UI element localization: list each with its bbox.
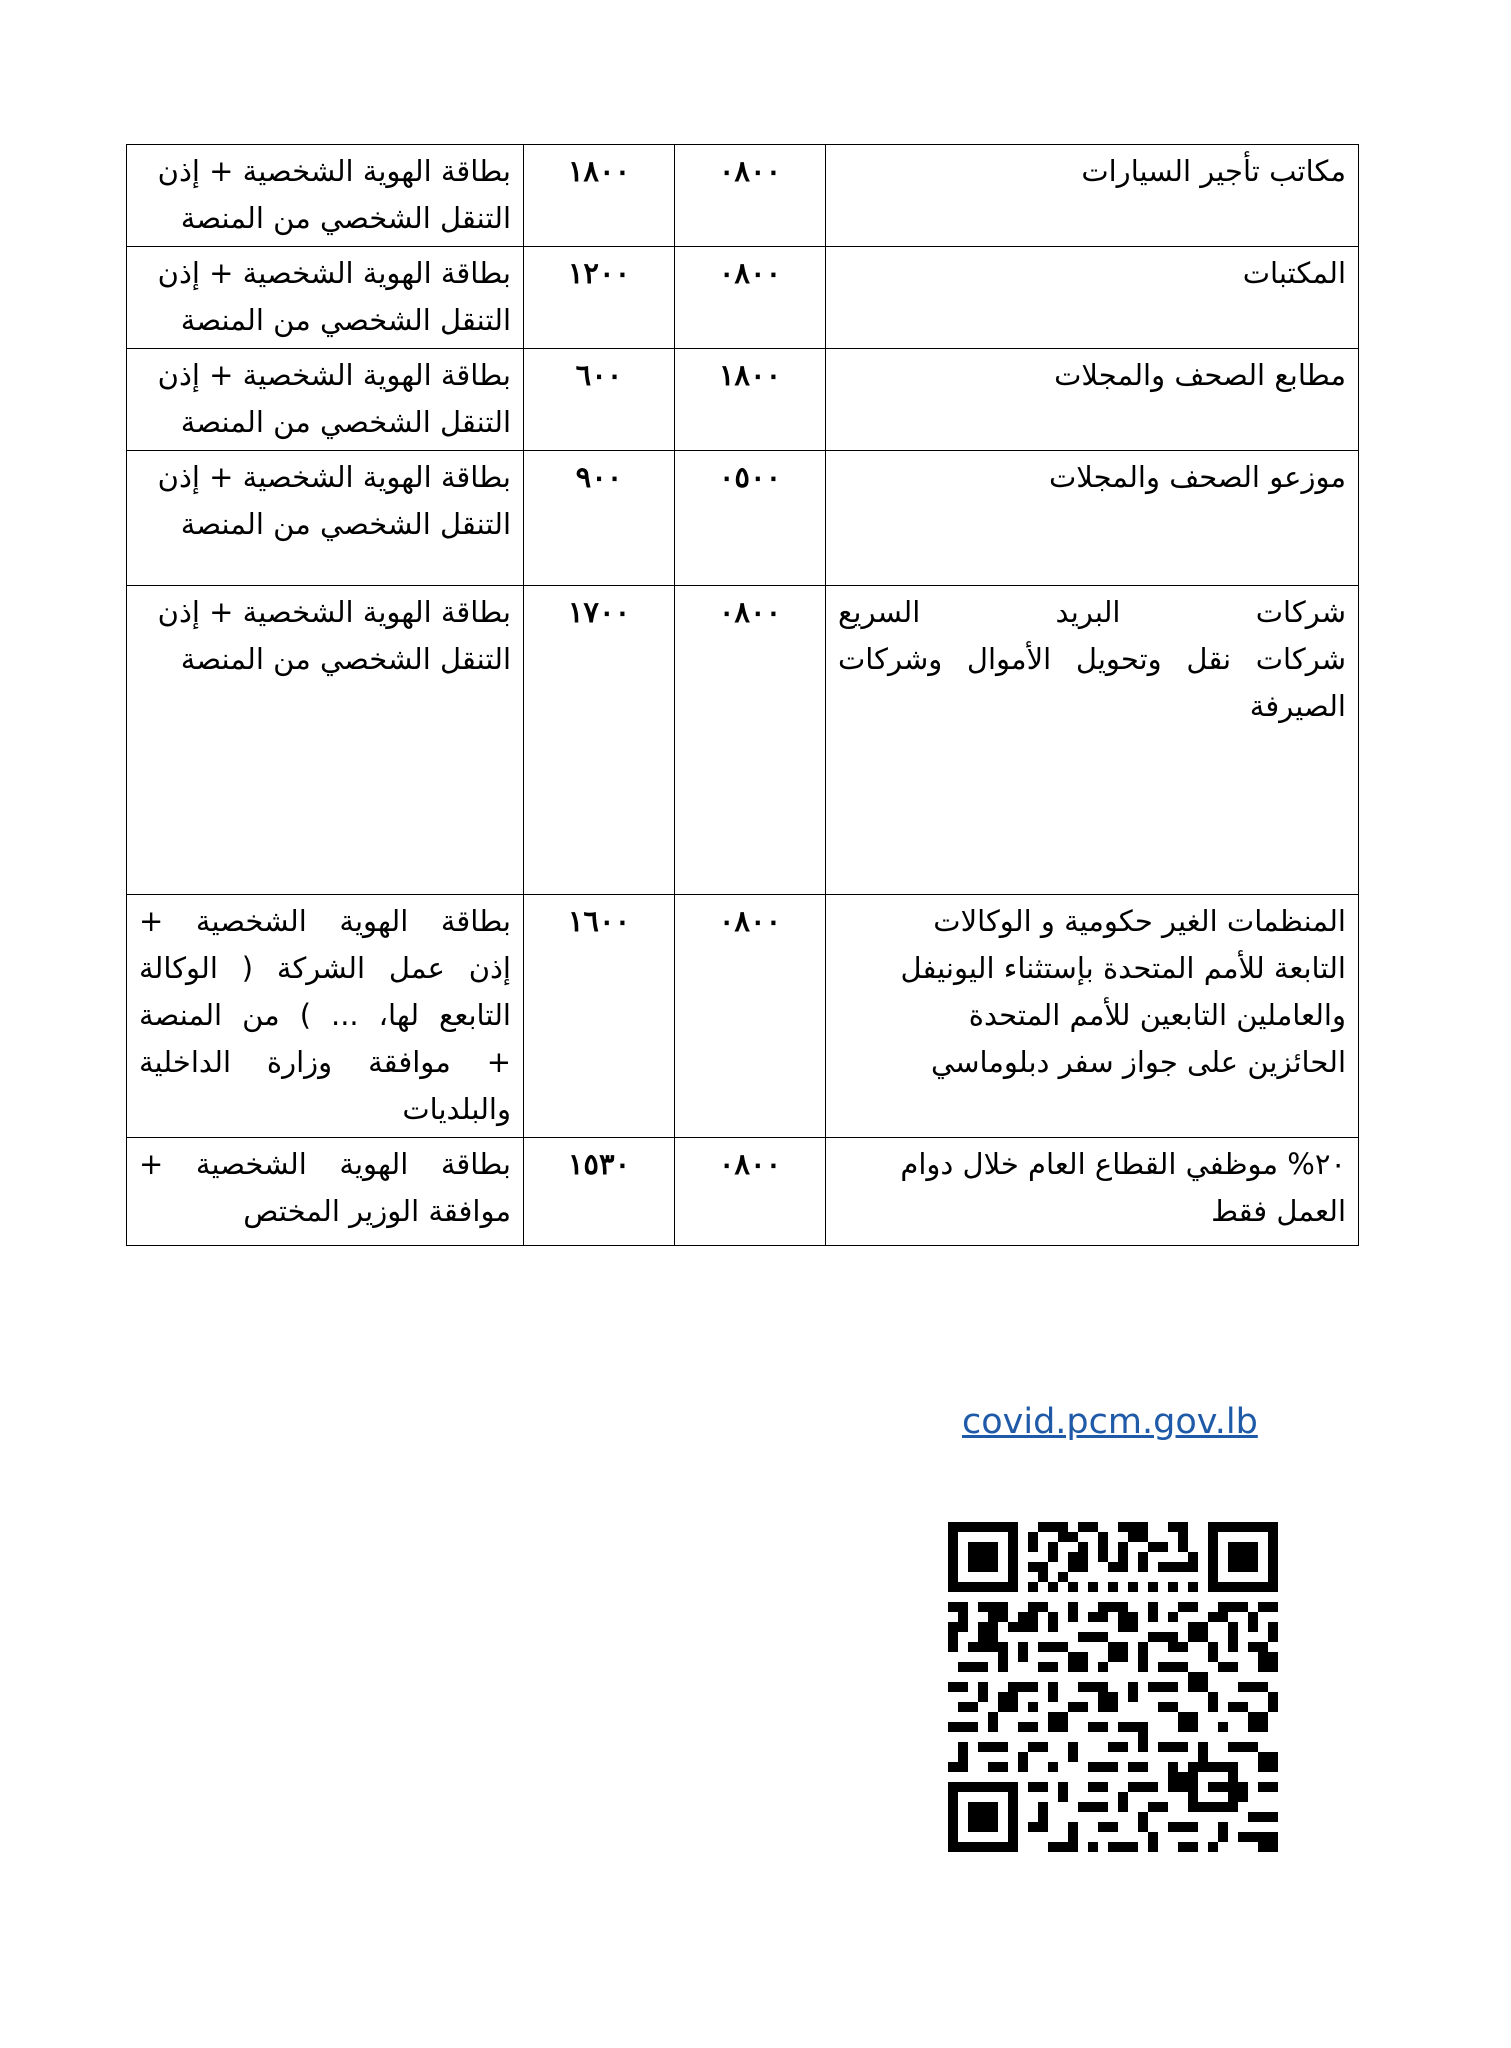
- documents-line: بطاقة الهوية الشخصية +: [139, 904, 511, 938]
- documents-line: والبلديات: [402, 1092, 511, 1126]
- documents-cell: [127, 247, 524, 349]
- documents-cell: [127, 451, 524, 586]
- sector-cell: المكتبات: [826, 247, 1359, 349]
- documents-cell: [127, 895, 524, 1138]
- sector-line: المنظمات الغير حكومية و الوكالات: [933, 904, 1346, 938]
- sector-line: شركات البريد السريع: [838, 595, 1346, 629]
- open-time-cell: ٠٥٠٠: [675, 451, 826, 586]
- close-time-cell: ٦٠٠: [524, 349, 675, 451]
- sector-cell: [826, 586, 1359, 895]
- documents-line: بطاقة الهوية الشخصية + إذن: [157, 358, 511, 392]
- close-time-cell: ١٦٠٠: [524, 895, 675, 1138]
- documents-line: التنقل الشخصي من المنصة: [180, 201, 511, 235]
- sector-cell: مطابع الصحف والمجلات: [826, 349, 1359, 451]
- schedule-table: [126, 144, 1359, 1246]
- table-row: [127, 586, 1359, 895]
- documents-line: بطاقة الهوية الشخصية + إذن: [157, 256, 511, 290]
- close-time-cell: ١٧٠٠: [524, 586, 675, 895]
- sector-cell: [826, 895, 1359, 1138]
- documents-line: التابعع لها، ... ) من المنصة: [139, 998, 511, 1032]
- documents-line: التنقل الشخصي من المنصة: [180, 507, 511, 541]
- sector-line: ٢٠% موظفي القطاع العام خلال دوام: [900, 1147, 1346, 1181]
- table-row: [127, 1138, 1359, 1246]
- documents-line: بطاقة الهوية الشخصية + إذن: [157, 460, 511, 494]
- open-time-cell: ٠٨٠٠: [675, 895, 826, 1138]
- documents-line: التنقل الشخصي من المنصة: [180, 642, 511, 676]
- sector-line: والعاملين التابعين للأمم المتحدة: [968, 998, 1346, 1032]
- close-time-cell: ٩٠٠: [524, 451, 675, 586]
- sector-line: التابعة للأمم المتحدة بإستثناء اليونيفل: [900, 951, 1346, 985]
- close-time-cell: ١٥٣٠: [524, 1138, 675, 1246]
- open-time-cell: ٠٨٠٠: [675, 145, 826, 247]
- table-row: [127, 451, 1359, 586]
- close-time-cell: ١٢٠٠: [524, 247, 675, 349]
- table-row: [127, 349, 1359, 451]
- sector-line: العمل فقط: [1211, 1194, 1346, 1228]
- open-time-cell: ٠٨٠٠: [675, 247, 826, 349]
- open-time-cell: ٠٨٠٠: [675, 1138, 826, 1246]
- documents-line: بطاقة الهوية الشخصية + إذن: [157, 154, 511, 188]
- sector-cell: مكاتب تأجير السيارات: [826, 145, 1359, 247]
- table-row: [127, 895, 1359, 1138]
- table-row: [127, 145, 1359, 247]
- sector-line: شركات نقل وتحويل الأموال وشركات الصيرفة: [838, 642, 1346, 723]
- table-row: [127, 247, 1359, 349]
- open-time-cell: ١٨٠٠: [675, 349, 826, 451]
- qr-code-icon: [948, 1522, 1278, 1852]
- documents-cell: [127, 1138, 524, 1246]
- close-time-cell: ١٨٠٠: [524, 145, 675, 247]
- documents-cell: [127, 145, 524, 247]
- sector-cell: [826, 1138, 1359, 1246]
- documents-line: بطاقة الهوية الشخصية + إذن: [157, 595, 511, 629]
- documents-line: التنقل الشخصي من المنصة: [180, 303, 511, 337]
- documents-line: التنقل الشخصي من المنصة: [180, 405, 511, 439]
- open-time-cell: ٠٨٠٠: [675, 586, 826, 895]
- documents-line: موافقة الوزير المختص: [243, 1194, 511, 1228]
- documents-line: بطاقة الهوية الشخصية +: [139, 1147, 511, 1181]
- sector-line: الحائزين على جواز سفر دبلوماسي: [931, 1045, 1346, 1079]
- documents-line: + موافقة وزارة الداخلية: [139, 1045, 511, 1079]
- website-link[interactable]: covid.pcm.gov.lb: [962, 1402, 1258, 1442]
- documents-line: إذن عمل الشركة ( الوكالة: [139, 951, 511, 985]
- sector-cell: موزعو الصحف والمجلات: [826, 451, 1359, 586]
- documents-cell: [127, 586, 524, 895]
- documents-cell: [127, 349, 524, 451]
